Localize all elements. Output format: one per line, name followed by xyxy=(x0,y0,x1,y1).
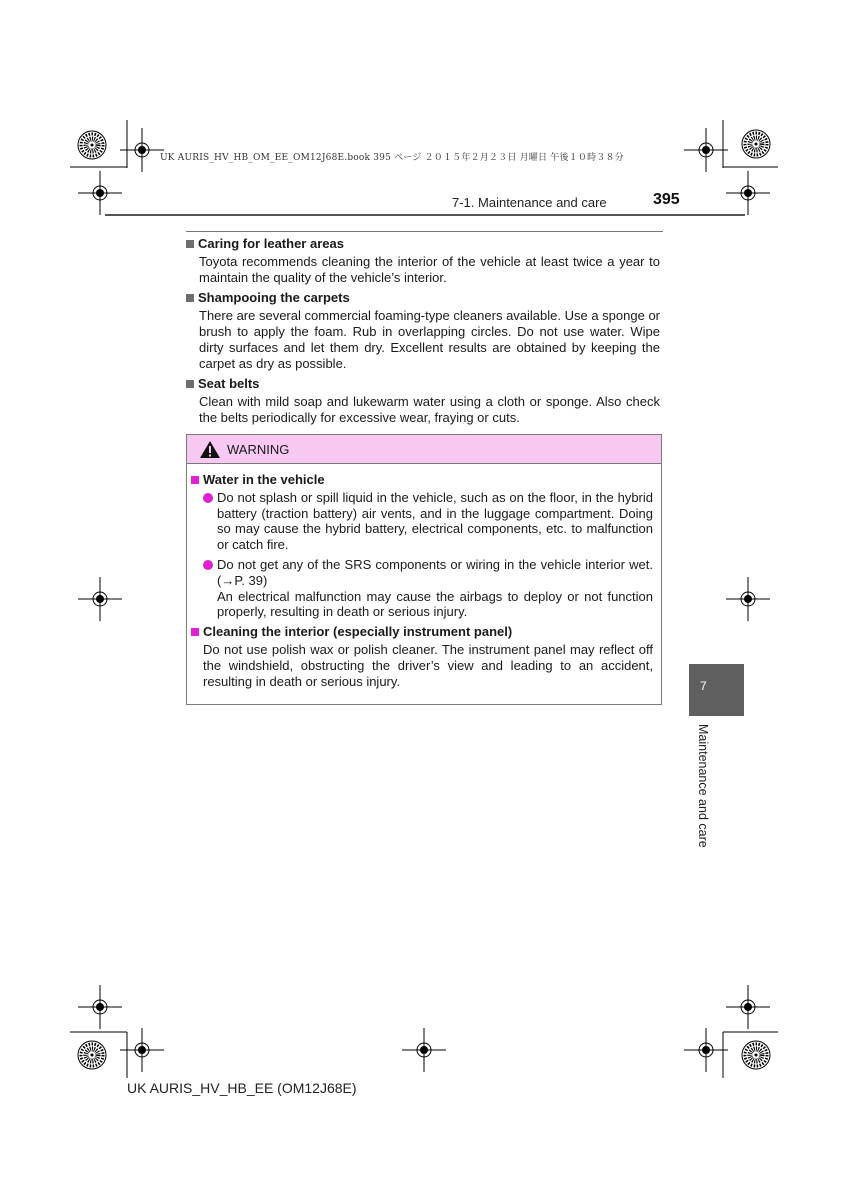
section-text: Toyota recommends cleaning the interior of the vehicle at least twice a year to maintain the quality of the vehicle’s interior. xyxy=(199,253,660,285)
header-divider xyxy=(105,214,745,216)
warning-bullet xyxy=(203,490,653,553)
chapter-label: Maintenance and care xyxy=(696,724,710,848)
warning-bullet-text: Do not splash or spill liquid in the vehicle, such as on the floor, in the hybrid battery (traction battery) air vents, and in the luggage compartment. Doing so may cause the hybrid battery, electrical components, etc. to malfunction or catch fire. xyxy=(217,489,653,553)
warning-body xyxy=(187,464,661,689)
warning-text: Do not use polish wax or polish cleaner. The instrument panel may reflect off the windshield, obstructing the driver’s view and leading to an accident, resulting in death or serious injury. xyxy=(203,641,653,689)
section-heading xyxy=(186,376,660,392)
main-content xyxy=(186,236,660,431)
warning-box xyxy=(186,434,662,705)
section-heading-text: Caring for leather areas xyxy=(198,236,344,251)
warning-header xyxy=(187,435,661,464)
book-info-line: UK AURIS_HV_HB_OM_EE_OM12J68E.book 395 ページ ２０１５年２月２３日 月曜日 午後１０時３８分 xyxy=(160,153,624,163)
section-text: Clean with mild soap and lukewarm water using a cloth or sponge. Also check the belts periodically for excessive wear, fraying or cuts. xyxy=(199,394,660,425)
warning-subheading xyxy=(191,472,653,488)
warning-triangle-icon xyxy=(199,440,221,459)
chapter-tab xyxy=(689,664,744,716)
warning-bullet-line: An electrical malfunction may cause the airbags to deploy or not function properly, resulting in death or serious injury. xyxy=(217,588,653,620)
warning-subheading-text: Cleaning the interior (especially instrument panel) xyxy=(203,624,513,640)
content-divider xyxy=(186,231,663,232)
warning-bullet-text xyxy=(217,557,653,620)
warning-bullet xyxy=(203,557,653,620)
footer-code: UK AURIS_HV_HB_EE (OM12J68E) xyxy=(127,1080,357,1096)
square-bullet-icon xyxy=(186,380,194,388)
magenta-square-icon xyxy=(191,628,199,636)
section-heading-text: Shampooing the carpets xyxy=(198,290,350,306)
warning-subheading xyxy=(191,624,653,640)
section-heading xyxy=(186,236,660,252)
section-text: There are several commercial foaming-type cleaners available. Use a sponge or brush to apply the foam. Rub in overlapping circles. Do not use water. Wipe dirty surfaces and let them dry. Excellent results are obtained by keeping the carpet as dry as possible. xyxy=(199,308,660,371)
magenta-dot-icon xyxy=(203,560,213,570)
warning-subheading-text: Water in the vehicle xyxy=(203,472,325,487)
section-title: 7-1. Maintenance and care xyxy=(452,195,607,210)
chapter-number: 7 xyxy=(700,679,707,693)
section-heading-text: Seat belts xyxy=(198,376,260,392)
square-bullet-icon xyxy=(186,240,194,248)
warning-title: WARNING xyxy=(227,441,290,457)
square-bullet-icon xyxy=(186,294,194,302)
warning-bullet-line: Do not get any of the SRS components or wiring in the vehicle interior wet. (→P. 39) xyxy=(217,556,653,588)
section-heading xyxy=(186,290,660,306)
magenta-square-icon xyxy=(191,476,199,484)
magenta-dot-icon xyxy=(203,493,213,503)
page-number: 395 xyxy=(653,191,680,208)
